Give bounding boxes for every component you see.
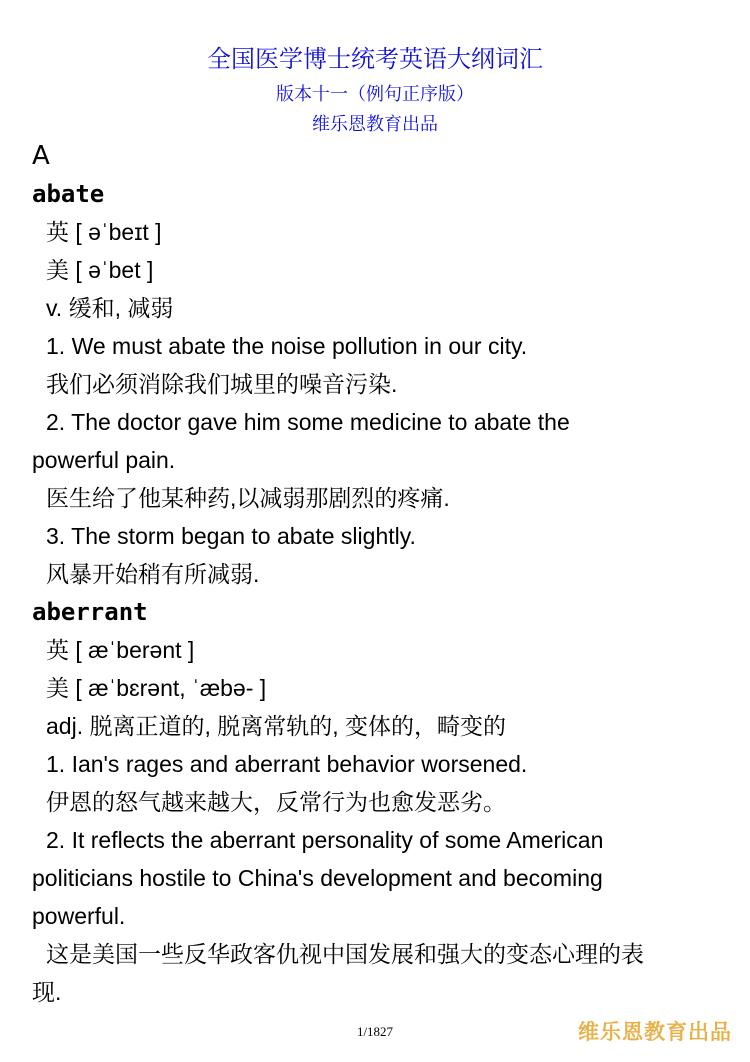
vocabulary-content <box>32 137 722 1011</box>
example-chinese: 医生给了他某种药,以减弱那剧烈的疼痛. <box>46 485 450 511</box>
entry-aberrant <box>32 593 722 1011</box>
example-english: 1. We must abate the noise pollution in our city. <box>46 333 528 359</box>
us-pronunciation: 美 [ əˈbet ] <box>46 257 154 283</box>
example-chinese: 我们必须消除我们城里的噪音污染. <box>46 371 398 397</box>
uk-pronunciation: 英 [ æˈberənt ] <box>46 637 195 663</box>
example-english: 2. The doctor gave him some medicine to abate the <box>46 409 570 435</box>
headword: aberrant <box>32 598 148 626</box>
uk-pronunciation: 英 [ əˈbeɪt ] <box>46 219 162 245</box>
example-english-continued: powerful. <box>32 903 126 929</box>
us-pronunciation: 美 [ æˈbɛrənt, ˈæbə- ] <box>46 675 267 701</box>
document-subtitle: 版本十一（例句正序版） <box>276 84 474 104</box>
headword: abate <box>32 180 105 208</box>
document-header <box>0 42 750 138</box>
example-chinese-continued: 现. <box>32 979 62 1005</box>
example-chinese: 伊恩的怒气越来越大，反常行为也愈发恶劣。 <box>46 789 506 815</box>
example-english-continued: politicians hostile to China's development and becoming <box>32 865 603 891</box>
document-title: 全国医学博士统考英语大纲词汇 <box>207 46 543 73</box>
part-of-speech-definition: adj. 脱离正道的, 脱离常轨的, 变体的，畸变的 <box>46 713 507 739</box>
example-english: 2. It reflects the aberrant personality of some American <box>46 827 604 853</box>
part-of-speech-definition: v. 缓和, 减弱 <box>46 295 174 321</box>
example-chinese: 这是美国一些反华政客仇视中国发展和强大的变态心理的表 <box>46 941 644 967</box>
entry-abate <box>32 175 722 593</box>
section-letter: A <box>32 141 50 171</box>
example-english: 3. The storm began to abate slightly. <box>46 523 416 549</box>
publisher-watermark: 维乐恩教育出品 <box>578 1021 732 1044</box>
page-number: 1/1827 <box>356 1024 394 1039</box>
publisher-line: 维乐恩教育出品 <box>312 114 438 134</box>
example-chinese: 风暴开始稍有所减弱. <box>46 561 260 587</box>
example-english-continued: powerful pain. <box>32 447 176 473</box>
example-english: 1. Ian's rages and aberrant behavior worsened. <box>46 751 528 777</box>
